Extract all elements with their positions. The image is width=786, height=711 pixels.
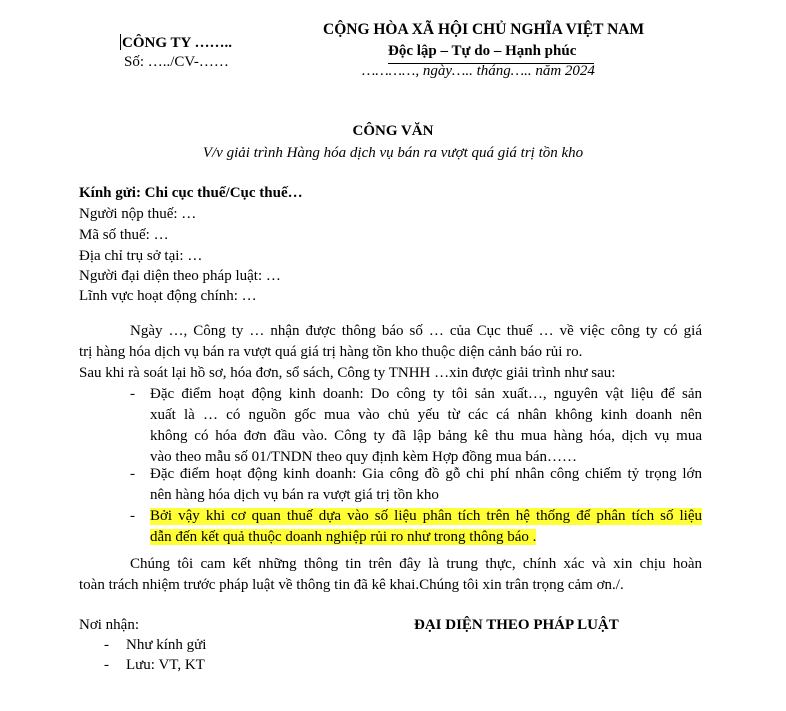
field-business-field[interactable]: Lĩnh vực hoạt động chính: … (79, 288, 257, 304)
bullet3-dash: - (130, 508, 135, 524)
recipients-label[interactable]: Nơi nhận: (79, 617, 140, 633)
document-title: CÔNG VĂN (352, 123, 434, 139)
bullet2-line1[interactable]: Đặc điểm hoạt động kinh doanh: Gia công đồ gỗ chi phí nhân công chiếm tỷ trọng lớn (150, 466, 702, 482)
bullet2-line2[interactable]: nên hàng hóa dịch vụ bán ra vượt giá trị tồn kho (150, 487, 439, 503)
recipient-dash-1: - (104, 637, 109, 653)
document-subject[interactable]: V/v giải trình Hàng hóa dịch vụ bán ra vượt quá giá trị tồn kho (202, 145, 584, 161)
bullet1-line3[interactable]: không có hóa đơn đầu vào. Công ty đã lập bảng kê thu mua hàng hóa, dịch vụ mua (150, 428, 702, 444)
company-name[interactable]: CÔNG TY …….. (122, 35, 233, 51)
closing-line1[interactable]: Chúng tôi cam kết những thông tin trên đây là trung thực, chính xác và xin chịu hoàn (130, 556, 702, 572)
date-line[interactable]: …………, ngày….. tháng….. năm 2024 (362, 63, 595, 79)
bullet1-line2[interactable]: xuất là … có nguồn gốc mua vào chủ yếu từ các cá nhân không kinh doanh nên (150, 407, 702, 423)
recipient-item-1[interactable]: Như kính gửi (126, 637, 207, 653)
bullet2-dash: - (130, 466, 135, 482)
bullet1-line1[interactable]: Đặc điểm hoạt động kinh doanh: Do công ty tôi sản xuất…, nguyên vật liệu để sản (150, 386, 702, 402)
field-legal-rep[interactable]: Người đại diện theo pháp luật: … (79, 268, 281, 284)
field-taxpayer[interactable]: Người nộp thuế: … (79, 206, 197, 222)
document-number[interactable]: Số: …../CV-…… (124, 54, 229, 70)
bullet3-line1[interactable]: Bởi vậy khi cơ quan thuế dựa vào số liệu phân tích trên hệ thống để phân tích số liệu (150, 508, 702, 524)
national-motto[interactable]: Độc lập – Tự do – Hạnh phúc (388, 43, 577, 59)
bullet1-line4[interactable]: vào theo mẫu số 01/TNDN theo quy định kèm Hợp đồng mua bán…… (150, 449, 578, 465)
text-cursor (120, 34, 121, 50)
para1-line1[interactable]: Ngày …, Công ty … nhận được thông báo số … của Cục thuế … về việc công ty có giá (130, 323, 702, 339)
para1-line2[interactable]: trị hàng hóa dịch vụ bán ra vượt quá giá trị hàng tồn kho thuộc diện cảnh báo rủi ro. (79, 344, 583, 360)
recipient-dash-2: - (104, 657, 109, 673)
bullet3-line2[interactable] (150, 529, 536, 546)
para2[interactable]: Sau khi rà soát lại hồ sơ, hóa đơn, sổ sách, Công ty TNHH …xin được giải trình như sau: (79, 365, 616, 381)
signature-title[interactable]: ĐẠI DIỆN THEO PHÁP LUẬT (414, 617, 619, 633)
republic-title[interactable]: CỘNG HÒA XÃ HỘI CHỦ NGHĨA VIỆT NAM (323, 21, 645, 38)
field-address[interactable]: Địa chỉ trụ sở tại: … (79, 248, 203, 264)
recipient-label[interactable]: Kính gửi: Chi cục thuế/Cục thuế… (79, 185, 303, 201)
bullet1-dash: - (130, 386, 135, 402)
recipient-item-2[interactable]: Lưu: VT, KT (126, 657, 205, 673)
closing-line2[interactable]: toàn trách nhiệm trước pháp luật về thông tin đã kê khai.Chúng tôi xin trân trọng cảm ơn./. (79, 577, 624, 593)
bullet3-line2-highlight: dẫn đến kết quả thuộc doanh nghiệp rủi ro như trong thông báo . (150, 529, 537, 545)
field-tax-code[interactable]: Mã số thuế: … (79, 227, 169, 243)
